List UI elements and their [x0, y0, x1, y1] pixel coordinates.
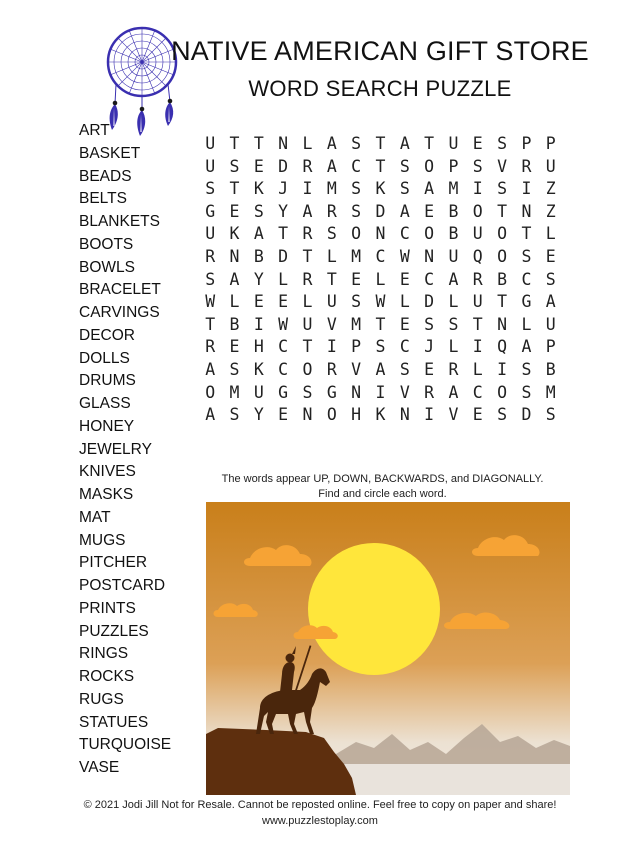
grid-letter[interactable]: N [351, 382, 362, 402]
grid-letter[interactable]: I [302, 179, 313, 199]
grid-letter[interactable]: O [472, 201, 483, 221]
grid-letter[interactable]: U [205, 134, 216, 153]
grid-letter[interactable]: S [351, 134, 362, 153]
grid-letter[interactable]: N [375, 224, 386, 244]
grid-letter[interactable]: R [326, 359, 337, 379]
grid-letter[interactable]: M [545, 382, 556, 402]
grid-letter[interactable]: E [545, 246, 556, 266]
word-list-item: BEADS [79, 167, 132, 185]
grid-letter[interactable]: Y [278, 201, 289, 221]
grid-letter[interactable]: O [424, 156, 435, 176]
grid-letter[interactable]: J [424, 337, 435, 357]
instructions-line-1: The words appear UP, DOWN, BACKWARDS, and DIAGONALLY. [221, 473, 544, 485]
grid-letter[interactable]: I [497, 359, 508, 379]
grid-letter[interactable]: C [521, 269, 532, 289]
grid-letter[interactable]: V [399, 382, 410, 402]
grid-letter[interactable]: P [545, 134, 556, 153]
grid-letter[interactable]: T [375, 314, 386, 334]
grid-letter[interactable]: L [521, 314, 532, 334]
grid-letter[interactable]: T [497, 201, 508, 221]
grid-letter[interactable]: C [375, 246, 386, 266]
grid-letter[interactable]: G [326, 382, 337, 402]
grid-letter[interactable]: U [326, 292, 337, 312]
grid-letter[interactable]: H [253, 337, 264, 357]
grid-letter[interactable]: R [326, 201, 337, 221]
word-list-item: GLASS [79, 395, 131, 412]
grid-letter[interactable]: Z [545, 201, 556, 221]
grid-letter[interactable]: U [448, 134, 459, 153]
native-rider-sunset-illustration [206, 502, 570, 795]
grid-letter[interactable]: M [229, 382, 240, 402]
grid-letter[interactable]: E [253, 156, 264, 176]
grid-letter[interactable]: N [424, 246, 435, 266]
word-list-item: RUGS [79, 690, 124, 708]
grid-letter[interactable]: T [497, 292, 508, 312]
grid-letter[interactable]: L [278, 269, 289, 289]
grid-letter[interactable]: S [399, 179, 410, 199]
grid-letter[interactable]: S [545, 405, 556, 425]
grid-letter[interactable]: B [448, 201, 459, 221]
grid-row [198, 359, 563, 382]
grid-letter[interactable]: M [448, 179, 459, 199]
grid-letter[interactable]: E [351, 269, 362, 289]
grid-letter[interactable]: D [375, 201, 386, 221]
word-list-item: BOOTS [79, 235, 134, 253]
word-list-item: RINGS [79, 645, 129, 663]
grid-letter[interactable]: N [497, 314, 508, 334]
grid-letter[interactable]: R [302, 269, 313, 289]
word-list-item: MASKS [79, 486, 134, 503]
grid-letter[interactable]: N [521, 201, 532, 221]
grid-letter[interactable]: S [521, 246, 532, 266]
grid-row [198, 156, 563, 179]
grid-letter[interactable]: T [521, 224, 532, 244]
grid-letter[interactable]: J [278, 179, 289, 199]
grid-letter[interactable]: U [472, 224, 483, 244]
grid-row [198, 404, 563, 427]
grid-letter[interactable]: O [424, 224, 435, 244]
grid-row [198, 178, 563, 201]
grid-letter[interactable]: Y [253, 405, 264, 425]
grid-letter[interactable]: D [278, 156, 289, 176]
grid-letter[interactable]: Z [545, 179, 556, 199]
grid-letter[interactable]: L [229, 292, 240, 312]
grid-letter[interactable]: L [326, 246, 337, 266]
grid-row [198, 269, 563, 292]
grid-letter[interactable]: I [472, 179, 483, 199]
sun [308, 543, 440, 675]
word-list-item: DOLLS [79, 349, 130, 367]
grid-letter[interactable]: T [302, 246, 313, 266]
grid-letter[interactable]: S [521, 359, 532, 379]
grid-letter[interactable]: R [472, 269, 483, 289]
grid-letter[interactable]: S [497, 134, 508, 153]
grid-letter[interactable]: U [205, 156, 216, 176]
grid-letter[interactable]: Q [472, 246, 483, 266]
grid-letter[interactable]: L [399, 292, 410, 312]
grid-letter[interactable]: R [205, 246, 216, 266]
grid-row [198, 314, 563, 337]
grid-letter[interactable]: S [205, 179, 216, 199]
grid-letter[interactable]: L [302, 292, 313, 312]
word-list-item: MUGS [79, 531, 126, 549]
grid-letter[interactable]: R [448, 359, 459, 379]
letter-grid [198, 133, 563, 427]
grid-letter[interactable]: S [351, 179, 362, 199]
page-title: NATIVE AMERICAN GIFT STORE [171, 36, 589, 66]
word-list-item: MAT [79, 508, 111, 526]
word-list-item: POSTCARD [79, 577, 166, 594]
grid-letter[interactable]: O [497, 382, 508, 402]
grid-letter[interactable]: G [278, 382, 289, 402]
grid-letter[interactable]: S [497, 405, 508, 425]
grid-letter[interactable]: C [399, 337, 410, 357]
grid-letter[interactable]: R [521, 156, 532, 176]
word-list-item: CARVINGS [79, 304, 160, 321]
grid-letter[interactable]: R [424, 382, 435, 402]
grid-letter[interactable]: T [472, 314, 483, 334]
word-list-item: BRACELET [79, 281, 161, 299]
grid-letter[interactable]: E [278, 405, 289, 425]
word-list-item: BOWLS [79, 258, 135, 276]
grid-letter[interactable]: G [521, 292, 532, 312]
grid-letter[interactable]: M [326, 179, 337, 199]
grid-letter[interactable]: A [253, 224, 264, 244]
grid-letter[interactable]: P [448, 156, 459, 176]
grid-letter[interactable]: P [545, 337, 556, 357]
grid-letter[interactable]: E [253, 292, 264, 312]
grid-letter[interactable]: C [424, 269, 435, 289]
grid-letter[interactable]: K [253, 179, 264, 199]
grid-letter[interactable]: T [424, 134, 435, 153]
grid-letter[interactable]: A [545, 292, 556, 312]
grid-letter[interactable]: A [302, 201, 313, 221]
grid-letter[interactable]: T [278, 224, 289, 244]
grid-letter[interactable]: A [521, 337, 532, 357]
grid-letter[interactable]: H [351, 405, 362, 425]
word-list-item: PRINTS [79, 599, 136, 617]
grid-row [198, 223, 563, 246]
grid-letter[interactable]: B [545, 359, 556, 379]
grid-letter[interactable]: W [278, 314, 289, 334]
grid-letter[interactable]: E [399, 269, 410, 289]
grid-letter[interactable]: A [424, 179, 435, 199]
grid-letter[interactable]: I [375, 382, 386, 402]
grid-letter[interactable]: E [229, 337, 240, 357]
grid-letter[interactable]: T [229, 134, 240, 153]
grid-row [198, 291, 563, 314]
grid-letter[interactable]: N [278, 134, 289, 153]
grid-letter[interactable]: T [302, 337, 313, 357]
grid-row [198, 133, 563, 156]
word-list-item: HONEY [79, 417, 135, 435]
word-list-item: TURQUOISE [79, 736, 172, 754]
grid-letter[interactable]: A [326, 156, 337, 176]
grid-letter[interactable]: D [424, 292, 435, 312]
grid-letter[interactable]: L [448, 292, 459, 312]
grid-letter[interactable]: S [448, 314, 459, 334]
website-link[interactable]: www.puzzlestoplay.com [262, 815, 378, 827]
grid-letter[interactable]: K [375, 405, 386, 425]
word-list-item: ART [79, 122, 110, 139]
grid-letter[interactable]: N [399, 405, 410, 425]
grid-letter[interactable]: A [448, 269, 459, 289]
grid-letter[interactable]: C [278, 359, 289, 379]
grid-letter[interactable]: T [375, 156, 386, 176]
grid-letter[interactable]: P [351, 337, 362, 357]
grid-letter[interactable]: A [375, 359, 386, 379]
grid-letter[interactable]: V [351, 359, 362, 379]
grid-letter[interactable]: O [497, 224, 508, 244]
grid-letter[interactable]: E [424, 359, 435, 379]
grid-letter[interactable]: S [253, 201, 264, 221]
grid-letter[interactable]: S [302, 382, 313, 402]
grid-letter[interactable]: Q [497, 337, 508, 357]
grid-letter[interactable]: S [229, 359, 240, 379]
instructions-line-2: Find and circle each word. [318, 488, 447, 500]
grid-letter[interactable]: U [545, 156, 556, 176]
grid-letter[interactable]: T [205, 314, 216, 334]
grid-letter[interactable]: U [448, 246, 459, 266]
grid-letter[interactable]: S [351, 292, 362, 312]
grid-letter[interactable]: C [472, 382, 483, 402]
grid-letter[interactable]: T [375, 134, 386, 153]
grid-letter[interactable]: E [472, 405, 483, 425]
word-list-item: VASE [79, 759, 120, 776]
grid-letter[interactable]: W [375, 292, 386, 312]
grid-letter[interactable]: S [229, 156, 240, 176]
grid-letter[interactable]: S [351, 201, 362, 221]
grid-letter[interactable]: E [229, 201, 240, 221]
grid-letter[interactable]: Y [253, 269, 264, 289]
grid-letter[interactable]: V [326, 314, 337, 334]
grid-letter[interactable]: I [253, 314, 264, 334]
grid-letter[interactable]: L [472, 359, 483, 379]
grid-letter[interactable]: L [302, 134, 313, 153]
grid-letter[interactable]: O [497, 246, 508, 266]
grid-letter[interactable]: C [399, 224, 410, 244]
grid-letter[interactable]: E [472, 134, 483, 153]
grid-letter[interactable]: G [205, 201, 216, 221]
grid-letter[interactable]: A [399, 134, 410, 153]
grid-letter[interactable]: V [448, 405, 459, 425]
page-subtitle: WORD SEARCH PUZZLE [248, 76, 512, 101]
grid-letter[interactable]: O [205, 382, 216, 402]
word-list-item: KNIVES [79, 463, 136, 481]
grid-letter[interactable]: B [253, 246, 264, 266]
grid-letter[interactable]: K [229, 224, 240, 244]
grid-letter[interactable]: W [205, 292, 216, 312]
grid-letter[interactable]: S [229, 405, 240, 425]
grid-letter[interactable]: V [497, 156, 508, 176]
grid-letter[interactable]: S [205, 269, 216, 289]
grid-letter[interactable]: I [472, 337, 483, 357]
grid-letter[interactable]: E [424, 201, 435, 221]
grid-letter[interactable]: T [253, 134, 264, 153]
grid-letter[interactable]: I [521, 179, 532, 199]
grid-letter[interactable]: K [375, 179, 386, 199]
grid-letter[interactable]: S [521, 382, 532, 402]
grid-row [198, 201, 563, 224]
grid-letter[interactable]: R [302, 156, 313, 176]
word-list-item: PUZZLES [79, 622, 149, 640]
word-list-item: JEWELRY [79, 440, 152, 458]
grid-letter[interactable]: R [205, 337, 216, 357]
copyright-notice: © 2021 Jodi Jill Not for Resale. Cannot be reposted online. Feel free to copy on paper and share! [83, 799, 557, 811]
grid-letter[interactable]: A [205, 405, 216, 425]
word-list-item: BELTS [79, 190, 127, 208]
grid-letter[interactable]: B [497, 269, 508, 289]
grid-letter[interactable]: S [399, 156, 410, 176]
grid-letter[interactable]: D [521, 405, 532, 425]
word-list-item: STATUES [79, 713, 149, 731]
grid-letter[interactable]: L [448, 337, 459, 357]
grid-letter[interactable]: U [205, 224, 216, 244]
grid-letter[interactable]: I [326, 337, 337, 357]
grid-letter[interactable]: L [545, 224, 556, 244]
grid-letter[interactable]: R [302, 224, 313, 244]
grid-letter[interactable]: A [399, 201, 410, 221]
word-list-item: ROCKS [79, 668, 135, 685]
grid-letter[interactable]: N [302, 405, 313, 425]
grid-letter[interactable]: S [424, 314, 435, 334]
grid-letter[interactable]: U [302, 314, 313, 334]
grid-letter[interactable]: O [326, 405, 337, 425]
grid-letter[interactable]: L [375, 269, 386, 289]
grid-letter[interactable]: O [302, 359, 313, 379]
grid-letter[interactable]: P [521, 134, 532, 153]
grid-letter[interactable]: A [205, 359, 216, 379]
grid-letter[interactable]: D [278, 246, 289, 266]
grid-letter[interactable]: K [253, 359, 264, 379]
grid-letter[interactable]: O [351, 224, 362, 244]
word-list-item: BASKET [79, 144, 141, 162]
grid-letter[interactable]: A [448, 382, 459, 402]
grid-letter[interactable]: T [326, 269, 337, 289]
grid-letter[interactable]: S [375, 337, 386, 357]
grid-row [198, 336, 563, 359]
grid-letter[interactable]: W [399, 246, 410, 266]
grid-letter[interactable]: C [278, 337, 289, 357]
grid-letter[interactable]: U [253, 382, 264, 402]
grid-row [198, 382, 563, 405]
grid-letter[interactable]: S [497, 179, 508, 199]
grid-letter[interactable]: B [448, 224, 459, 244]
grid-letter[interactable]: C [351, 156, 362, 176]
grid-letter[interactable]: S [399, 359, 410, 379]
grid-row [198, 246, 563, 269]
word-list-item: DECOR [79, 326, 135, 344]
word-list-item: DRUMS [79, 372, 136, 390]
grid-letter[interactable]: A [229, 269, 240, 289]
grid-letter[interactable]: N [229, 246, 240, 266]
grid-letter[interactable]: M [351, 246, 362, 266]
grid-letter[interactable]: E [399, 314, 410, 334]
word-list-item: PITCHER [79, 554, 148, 572]
grid-letter[interactable]: A [326, 134, 337, 153]
grid-letter[interactable]: U [472, 292, 483, 312]
grid-letter[interactable]: S [545, 269, 556, 289]
word-list [79, 120, 171, 780]
word-list-item: BLANKETS [79, 213, 160, 230]
grid-letter[interactable]: T [229, 179, 240, 199]
grid-letter[interactable]: S [326, 224, 337, 244]
grid-letter[interactable]: M [351, 314, 362, 334]
grid-letter[interactable]: U [545, 314, 556, 334]
grid-letter[interactable]: B [229, 314, 240, 334]
grid-letter[interactable]: I [424, 405, 435, 425]
grid-letter[interactable]: E [278, 292, 289, 312]
grid-letter[interactable]: S [472, 156, 483, 176]
